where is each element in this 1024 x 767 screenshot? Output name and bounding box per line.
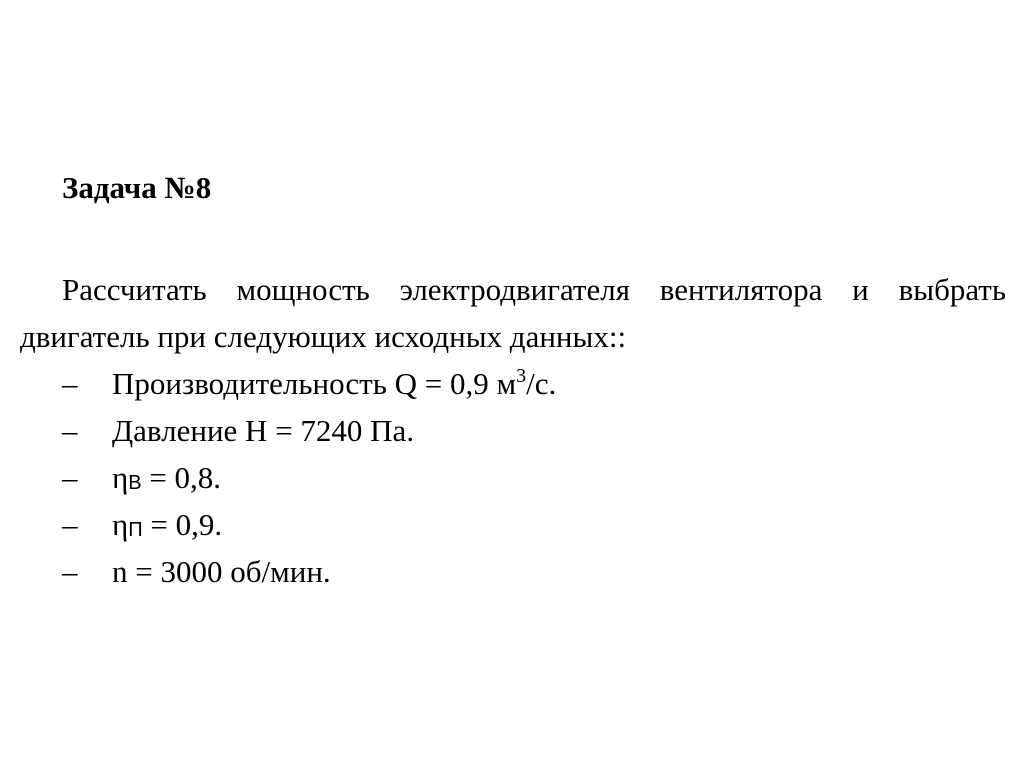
transmission-efficiency-text	[112, 501, 222, 554]
task-intro	[20, 266, 1006, 360]
eta-symbol: η	[112, 460, 129, 495]
dash-bullet: –	[62, 366, 78, 401]
task-title: Задача №8	[62, 170, 212, 205]
productivity-value: Производительность Q = 0,9 м	[112, 366, 517, 401]
pressure-text: Давление Н = 7240 Па.	[112, 413, 415, 448]
eta-subscript: П	[128, 519, 143, 541]
fan-efficiency-text	[112, 454, 221, 507]
dash-bullet: –	[62, 507, 78, 542]
dash-bullet: –	[62, 554, 78, 589]
dash-bullet: –	[62, 460, 78, 495]
rotation-speed-text: n = 3000 об/мин.	[112, 554, 331, 589]
dash-bullet: –	[62, 413, 78, 448]
task-intro-text: Рассчитать мощность электродвигателя вентилятора и выбрать двигатель при следующих исходных данных::	[20, 272, 1006, 354]
unit-superscript: 3	[516, 365, 527, 387]
productivity-text	[112, 360, 556, 407]
transmission-efficiency-value: = 0,9.	[142, 507, 223, 542]
fan-efficiency-value: = 0,8.	[141, 460, 222, 495]
eta-symbol: η	[112, 507, 129, 542]
productivity-unit-suffix: /с.	[526, 366, 557, 401]
eta-subscript: В	[128, 472, 142, 494]
